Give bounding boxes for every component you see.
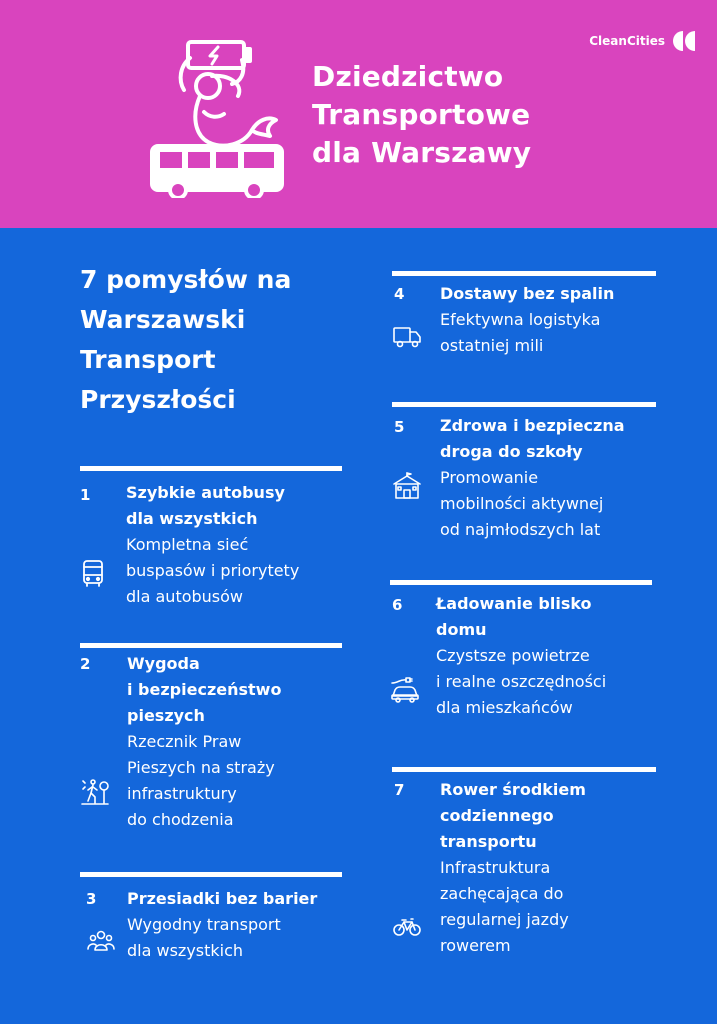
idea-title: Przesiadki bez barier — [127, 889, 318, 908]
heading-line: Warszawski — [80, 305, 246, 334]
idea-title: Zdrowa i bezpieczna droga do szkoły — [440, 416, 625, 461]
idea-item-6 — [390, 580, 652, 730]
heading-line: 7 pomysłów na — [80, 265, 292, 294]
header-banner — [0, 0, 717, 228]
idea-number: 3 — [86, 890, 97, 908]
idea-title: Dostawy bez spalin — [440, 284, 615, 303]
idea-description: Kompletna sieć buspasów i priorytety dla autobusów — [126, 535, 300, 606]
idea-item-2 — [80, 643, 342, 843]
brand-mark-icon — [671, 29, 697, 53]
idea-title: Szybkie autobusy dla wszystkich — [126, 483, 285, 528]
section-heading — [80, 260, 360, 420]
bus-icon — [78, 558, 108, 588]
divider — [80, 872, 342, 877]
idea-text — [127, 651, 357, 833]
idea-description: Infrastruktura zachęcająca do regularnej jazdy rowerem — [440, 858, 569, 955]
idea-description: Czystsze powietrze i realne oszczędności dla mieszkańców — [436, 646, 607, 717]
heading-line: Przyszłości — [80, 385, 236, 414]
idea-description: Wygodny transport dla wszystkich — [127, 915, 281, 960]
title-line: Dziedzictwo — [312, 60, 504, 93]
ev-charging-icon — [390, 676, 420, 706]
mermaid-bus-illustration — [148, 38, 288, 198]
idea-text — [440, 777, 660, 959]
idea-text — [440, 281, 660, 359]
bicycle-icon — [392, 911, 422, 941]
brand-name: CleanCities — [589, 34, 665, 48]
idea-description: Rzecznik Praw Pieszych na straży infrastruktury do chodzenia — [127, 732, 275, 829]
school-icon — [392, 472, 422, 502]
idea-title: Ładowanie blisko domu — [436, 594, 592, 639]
idea-title: Rower środkiem codziennego transportu — [440, 780, 586, 851]
idea-title: Wygoda i bezpieczeństwo pieszych — [127, 654, 282, 725]
idea-text — [440, 413, 670, 543]
idea-item-7 — [392, 767, 656, 967]
divider — [392, 271, 656, 276]
idea-item-1 — [80, 466, 342, 616]
idea-number: 1 — [80, 486, 91, 504]
divider — [390, 580, 652, 585]
divider — [392, 402, 656, 407]
idea-description: Promowanie mobilności aktywnej od najmłodszych lat — [440, 468, 604, 539]
delivery-truck-icon — [392, 321, 422, 351]
idea-item-3 — [80, 872, 342, 972]
idea-text — [127, 886, 367, 964]
idea-number: 2 — [80, 655, 91, 673]
pedestrian-icon — [80, 777, 110, 807]
people-icon — [86, 926, 116, 956]
title-line: dla Warszawy — [312, 136, 532, 169]
title-line: Transportowe — [312, 98, 531, 131]
divider — [392, 767, 656, 772]
heading-line: Transport — [80, 345, 216, 374]
idea-number: 5 — [394, 418, 405, 436]
idea-text — [436, 591, 676, 721]
idea-number: 7 — [394, 781, 405, 799]
idea-text — [126, 480, 356, 610]
divider — [80, 466, 342, 471]
page-title — [312, 58, 642, 172]
idea-item-5 — [392, 402, 656, 552]
idea-item-4 — [392, 271, 656, 361]
idea-number: 6 — [392, 596, 403, 614]
idea-number: 4 — [394, 285, 405, 303]
brand-logo — [589, 28, 697, 54]
idea-description: Efektywna logistyka ostatniej mili — [440, 310, 601, 355]
divider — [80, 643, 342, 648]
